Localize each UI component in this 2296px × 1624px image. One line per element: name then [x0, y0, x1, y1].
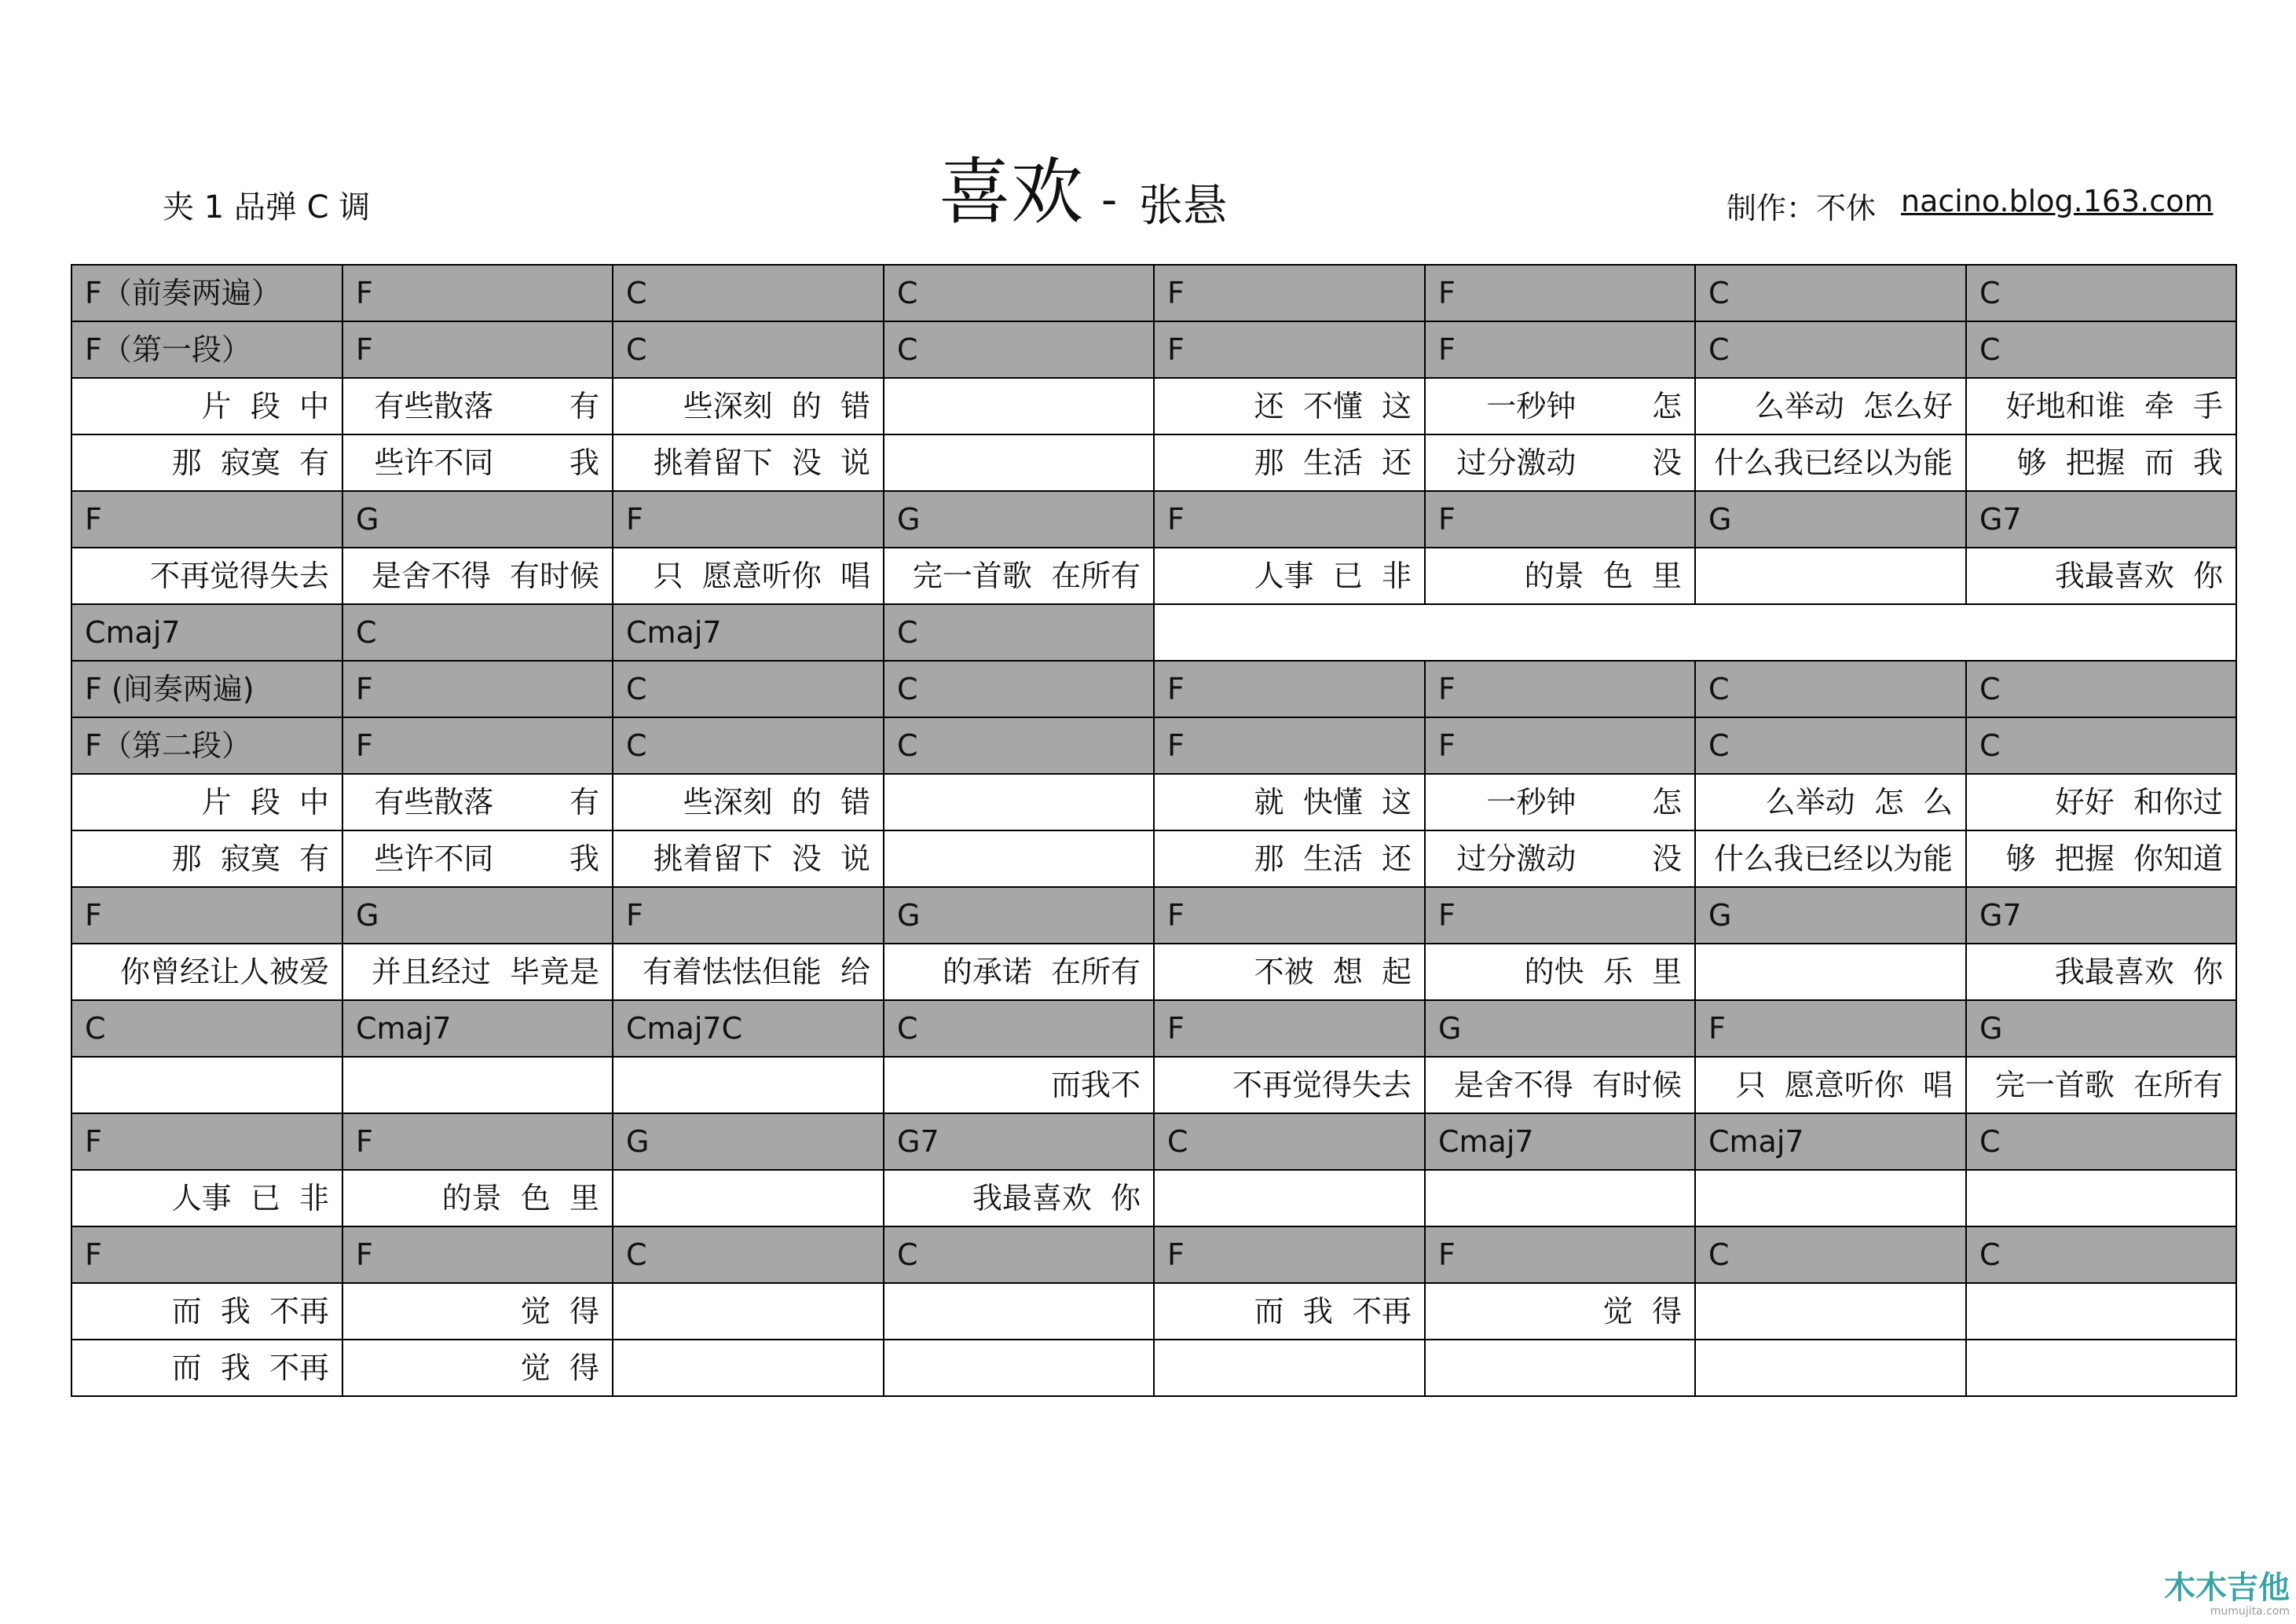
- chord-cell: F: [1154, 887, 1425, 944]
- lyric-row: [71, 1057, 2236, 1113]
- chord-cell: Cmaj7: [1425, 1113, 1695, 1170]
- lyric-cell: 那 生活 还: [1154, 830, 1425, 887]
- lyric-cell: [1154, 1340, 1425, 1396]
- lyric-cell: [1154, 1170, 1425, 1226]
- chord-cell: F: [1695, 1000, 1966, 1057]
- lyric-cell: 那 生活 还: [1154, 434, 1425, 491]
- chord-cell: C: [342, 604, 613, 661]
- chord-cell: C: [1966, 717, 2236, 774]
- lyric-row: [71, 1170, 2236, 1226]
- lyric-cell: [1425, 1340, 1695, 1396]
- lyric-cell: [884, 378, 1154, 434]
- lyric-cell: 完一首歌 在所有: [1966, 1057, 2236, 1113]
- lyric-cell: 是舍不得 有时候: [1425, 1057, 1695, 1113]
- chord-row: [71, 717, 2236, 774]
- lyric-cell: [613, 1340, 884, 1396]
- chord-cell: G: [613, 1113, 884, 1170]
- lyric-cell: 片 段 中: [71, 378, 342, 434]
- lyric-cell: [884, 830, 1154, 887]
- lyric-cell: 并且经过 毕竟是: [342, 944, 613, 1000]
- lyric-cell: 好好 和你过: [1966, 774, 2236, 830]
- chord-cell: F（第一段）: [71, 321, 342, 378]
- lyric-row: [71, 830, 2236, 887]
- lyric-cell: 觉 得: [342, 1340, 613, 1396]
- chord-cell: C: [884, 717, 1154, 774]
- lyric-cell: 那 寂寞 有: [71, 830, 342, 887]
- lyric-cell: 我最喜欢 你: [1966, 944, 2236, 1000]
- chord-cell: G: [1695, 887, 1966, 944]
- lyric-cell: 那 寂寞 有: [71, 434, 342, 491]
- watermark-text: 木木吉他: [2164, 1570, 2290, 1606]
- lyric-cell: 些许不同 我: [342, 434, 613, 491]
- chord-cell: C: [1154, 1113, 1425, 1170]
- chord-row: [71, 604, 2236, 661]
- lyric-row: [71, 774, 2236, 830]
- chord-cell: G7: [884, 1113, 1154, 1170]
- song-title: 喜欢: [939, 150, 1084, 234]
- lyric-cell: 够 把握 你知道: [1966, 830, 2236, 887]
- lyric-cell: 觉 得: [1425, 1283, 1695, 1340]
- lyric-cell: 过分激动 没: [1425, 434, 1695, 491]
- chord-cell: G: [1966, 1000, 2236, 1057]
- lyric-cell: [1695, 1170, 1966, 1226]
- chord-cell: F: [1425, 717, 1695, 774]
- lyric-cell: 而我不: [884, 1057, 1154, 1113]
- chord-cell: F: [1425, 265, 1695, 321]
- empty-cell: [1154, 604, 2236, 661]
- lyric-cell: 有些散落 有: [342, 774, 613, 830]
- chord-cell: F: [342, 717, 613, 774]
- chord-cell: C: [1966, 1113, 2236, 1170]
- lyric-cell: [613, 1057, 884, 1113]
- lyric-cell: [1966, 1340, 2236, 1396]
- chord-cell: F: [342, 661, 613, 717]
- title-dash: -: [1101, 174, 1118, 225]
- lyric-cell: 一秒钟 怎: [1425, 774, 1695, 830]
- lyric-cell: 什么我已经以为能: [1695, 434, 1966, 491]
- chord-cell: F: [71, 491, 342, 548]
- chord-cell: C: [613, 661, 884, 717]
- chord-cell: F: [1154, 661, 1425, 717]
- lyric-cell: 么举动 怎 么: [1695, 774, 1966, 830]
- chord-row: [71, 265, 2236, 321]
- chord-cell: C: [1695, 717, 1966, 774]
- chord-cell: F: [1425, 321, 1695, 378]
- chord-cell: F: [1154, 1226, 1425, 1283]
- chord-cell: Cmaj7: [342, 1000, 613, 1057]
- capo-info: 夹 1 品弹 C 调: [163, 189, 371, 225]
- lyric-cell: [884, 774, 1154, 830]
- lyric-cell: [1966, 1283, 2236, 1340]
- lyric-cell: 人事 已 非: [1154, 548, 1425, 604]
- chord-cell: G7: [1966, 491, 2236, 548]
- lyric-cell: [1695, 1340, 1966, 1396]
- lyric-cell: [342, 1057, 613, 1113]
- chord-cell: F: [342, 1226, 613, 1283]
- lyric-cell: 挑着留下 没 说: [613, 830, 884, 887]
- lyric-cell: 只 愿意听你 唱: [1695, 1057, 1966, 1113]
- lyric-cell: 人事 已 非: [71, 1170, 342, 1226]
- lyric-cell: 而 我 不再: [71, 1283, 342, 1340]
- chord-cell: C: [613, 265, 884, 321]
- lyric-cell: 够 把握 而 我: [1966, 434, 2236, 491]
- chord-row: [71, 321, 2236, 378]
- chord-cell: Cmaj7: [71, 604, 342, 661]
- lyric-cell: [1966, 1170, 2236, 1226]
- chord-cell: G: [884, 887, 1154, 944]
- chord-cell: F: [71, 1226, 342, 1283]
- chord-cell: C: [613, 321, 884, 378]
- chord-cell: C: [884, 661, 1154, 717]
- chord-cell: F: [342, 1113, 613, 1170]
- lyric-cell: 我最喜欢 你: [884, 1170, 1154, 1226]
- chord-cell: F: [1425, 661, 1695, 717]
- lyric-cell: 还 不懂 这: [1154, 378, 1425, 434]
- lyric-cell: 完一首歌 在所有: [884, 548, 1154, 604]
- lyric-cell: 的景 色 里: [342, 1170, 613, 1226]
- lyric-cell: [613, 1283, 884, 1340]
- chord-cell: F: [342, 265, 613, 321]
- chord-cell: G7: [1966, 887, 2236, 944]
- chord-cell: C: [884, 265, 1154, 321]
- lyric-cell: 些深刻 的 错: [613, 378, 884, 434]
- lyric-cell: [884, 1283, 1154, 1340]
- chord-cell: C: [613, 717, 884, 774]
- lyric-row: [71, 1283, 2236, 1340]
- chord-cell: F: [1425, 1226, 1695, 1283]
- lyric-cell: 有着怯怯但能 给: [613, 944, 884, 1000]
- chord-cell: C: [1695, 661, 1966, 717]
- lyric-cell: [1695, 548, 1966, 604]
- chord-cell: F: [1154, 491, 1425, 548]
- lyric-cell: 不被 想 起: [1154, 944, 1425, 1000]
- lyric-row: [71, 378, 2236, 434]
- chord-cell: C: [613, 1226, 884, 1283]
- chord-cell: C: [1966, 1226, 2236, 1283]
- lyric-cell: 过分激动 没: [1425, 830, 1695, 887]
- chord-cell: G: [1425, 1000, 1695, 1057]
- lyric-cell: 有些散落 有: [342, 378, 613, 434]
- chord-row: [71, 661, 2236, 717]
- lyric-cell: [884, 434, 1154, 491]
- chord-row: [71, 1226, 2236, 1283]
- chord-cell: Cmaj7C: [613, 1000, 884, 1057]
- chord-row: [71, 1113, 2236, 1170]
- lyric-cell: [613, 1170, 884, 1226]
- lyric-row: [71, 1340, 2236, 1396]
- lyric-cell: 而 我 不再: [1154, 1283, 1425, 1340]
- chord-cell: F: [1154, 1000, 1425, 1057]
- chord-cell: C: [884, 321, 1154, 378]
- lyric-cell: 么举动 怎么好: [1695, 378, 1966, 434]
- chord-cell: C: [884, 1226, 1154, 1283]
- lyric-cell: 一秒钟 怎: [1425, 378, 1695, 434]
- lyric-cell: 的承诺 在所有: [884, 944, 1154, 1000]
- lyric-cell: [884, 1340, 1154, 1396]
- chord-cell: Cmaj7: [1695, 1113, 1966, 1170]
- lyric-cell: 而 我 不再: [71, 1340, 342, 1396]
- lyric-cell: 片 段 中: [71, 774, 342, 830]
- credit-text: 制作：不休: [1727, 191, 1877, 225]
- chord-cell: F: [1154, 717, 1425, 774]
- chord-cell: G: [884, 491, 1154, 548]
- lyric-cell: 些许不同 我: [342, 830, 613, 887]
- artist-name: 张悬: [1139, 181, 1227, 232]
- lyric-cell: 是舍不得 有时候: [342, 548, 613, 604]
- chord-cell: C: [884, 604, 1154, 661]
- chord-cell: F: [1425, 887, 1695, 944]
- lyric-cell: 的快 乐 里: [1425, 944, 1695, 1000]
- chord-cell: G: [342, 491, 613, 548]
- lyric-cell: [71, 1057, 342, 1113]
- lyric-cell: 不再觉得失去: [1154, 1057, 1425, 1113]
- chord-cell: F: [1154, 321, 1425, 378]
- lyric-row: [71, 434, 2236, 491]
- chord-cell: C: [71, 1000, 342, 1057]
- chord-cell: C: [1966, 661, 2236, 717]
- chord-cell: F: [71, 887, 342, 944]
- chord-cell: F: [613, 491, 884, 548]
- chord-cell: F（第二段）: [71, 717, 342, 774]
- chord-cell: C: [1966, 321, 2236, 378]
- lyric-cell: [1425, 1170, 1695, 1226]
- chord-row: [71, 1000, 2236, 1057]
- chord-cell: Cmaj7: [613, 604, 884, 661]
- chord-cell: C: [1966, 265, 2236, 321]
- lyric-cell: [1695, 1283, 1966, 1340]
- lyric-cell: 我最喜欢 你: [1966, 548, 2236, 604]
- lyric-cell: 挑着留下 没 说: [613, 434, 884, 491]
- chord-cell: F (间奏两遍): [71, 661, 342, 717]
- lyric-cell: 只 愿意听你 唱: [613, 548, 884, 604]
- chord-cell: C: [1695, 1226, 1966, 1283]
- chord-cell: F: [71, 1113, 342, 1170]
- lyric-row: [71, 548, 2236, 604]
- chord-row: [71, 887, 2236, 944]
- chord-cell: F（前奏两遍）: [71, 265, 342, 321]
- lyric-cell: 什么我已经以为能: [1695, 830, 1966, 887]
- lyric-cell: 就 快懂 这: [1154, 774, 1425, 830]
- chord-sheet-table: [71, 264, 2237, 1397]
- lyric-cell: 你曾经让人被爱: [71, 944, 342, 1000]
- lyric-row: [71, 944, 2236, 1000]
- chord-cell: C: [884, 1000, 1154, 1057]
- chord-cell: G: [1695, 491, 1966, 548]
- lyric-cell: 不再觉得失去: [71, 548, 342, 604]
- lyric-cell: 些深刻 的 错: [613, 774, 884, 830]
- blog-link[interactable]: nacino.blog.163.com: [1901, 184, 2214, 218]
- lyric-cell: 的景 色 里: [1425, 548, 1695, 604]
- chord-cell: F: [342, 321, 613, 378]
- chord-cell: F: [1425, 491, 1695, 548]
- watermark-url: mumujita.com: [2210, 1605, 2290, 1618]
- chord-cell: F: [613, 887, 884, 944]
- chord-cell: F: [1154, 265, 1425, 321]
- chord-cell: G: [342, 887, 613, 944]
- lyric-cell: 好地和谁 牵 手: [1966, 378, 2236, 434]
- chord-cell: C: [1695, 265, 1966, 321]
- chord-row: [71, 491, 2236, 548]
- lyric-cell: [1695, 944, 1966, 1000]
- watermark-logo: [2164, 1571, 2290, 1618]
- lyric-cell: 觉 得: [342, 1283, 613, 1340]
- chord-cell: C: [1695, 321, 1966, 378]
